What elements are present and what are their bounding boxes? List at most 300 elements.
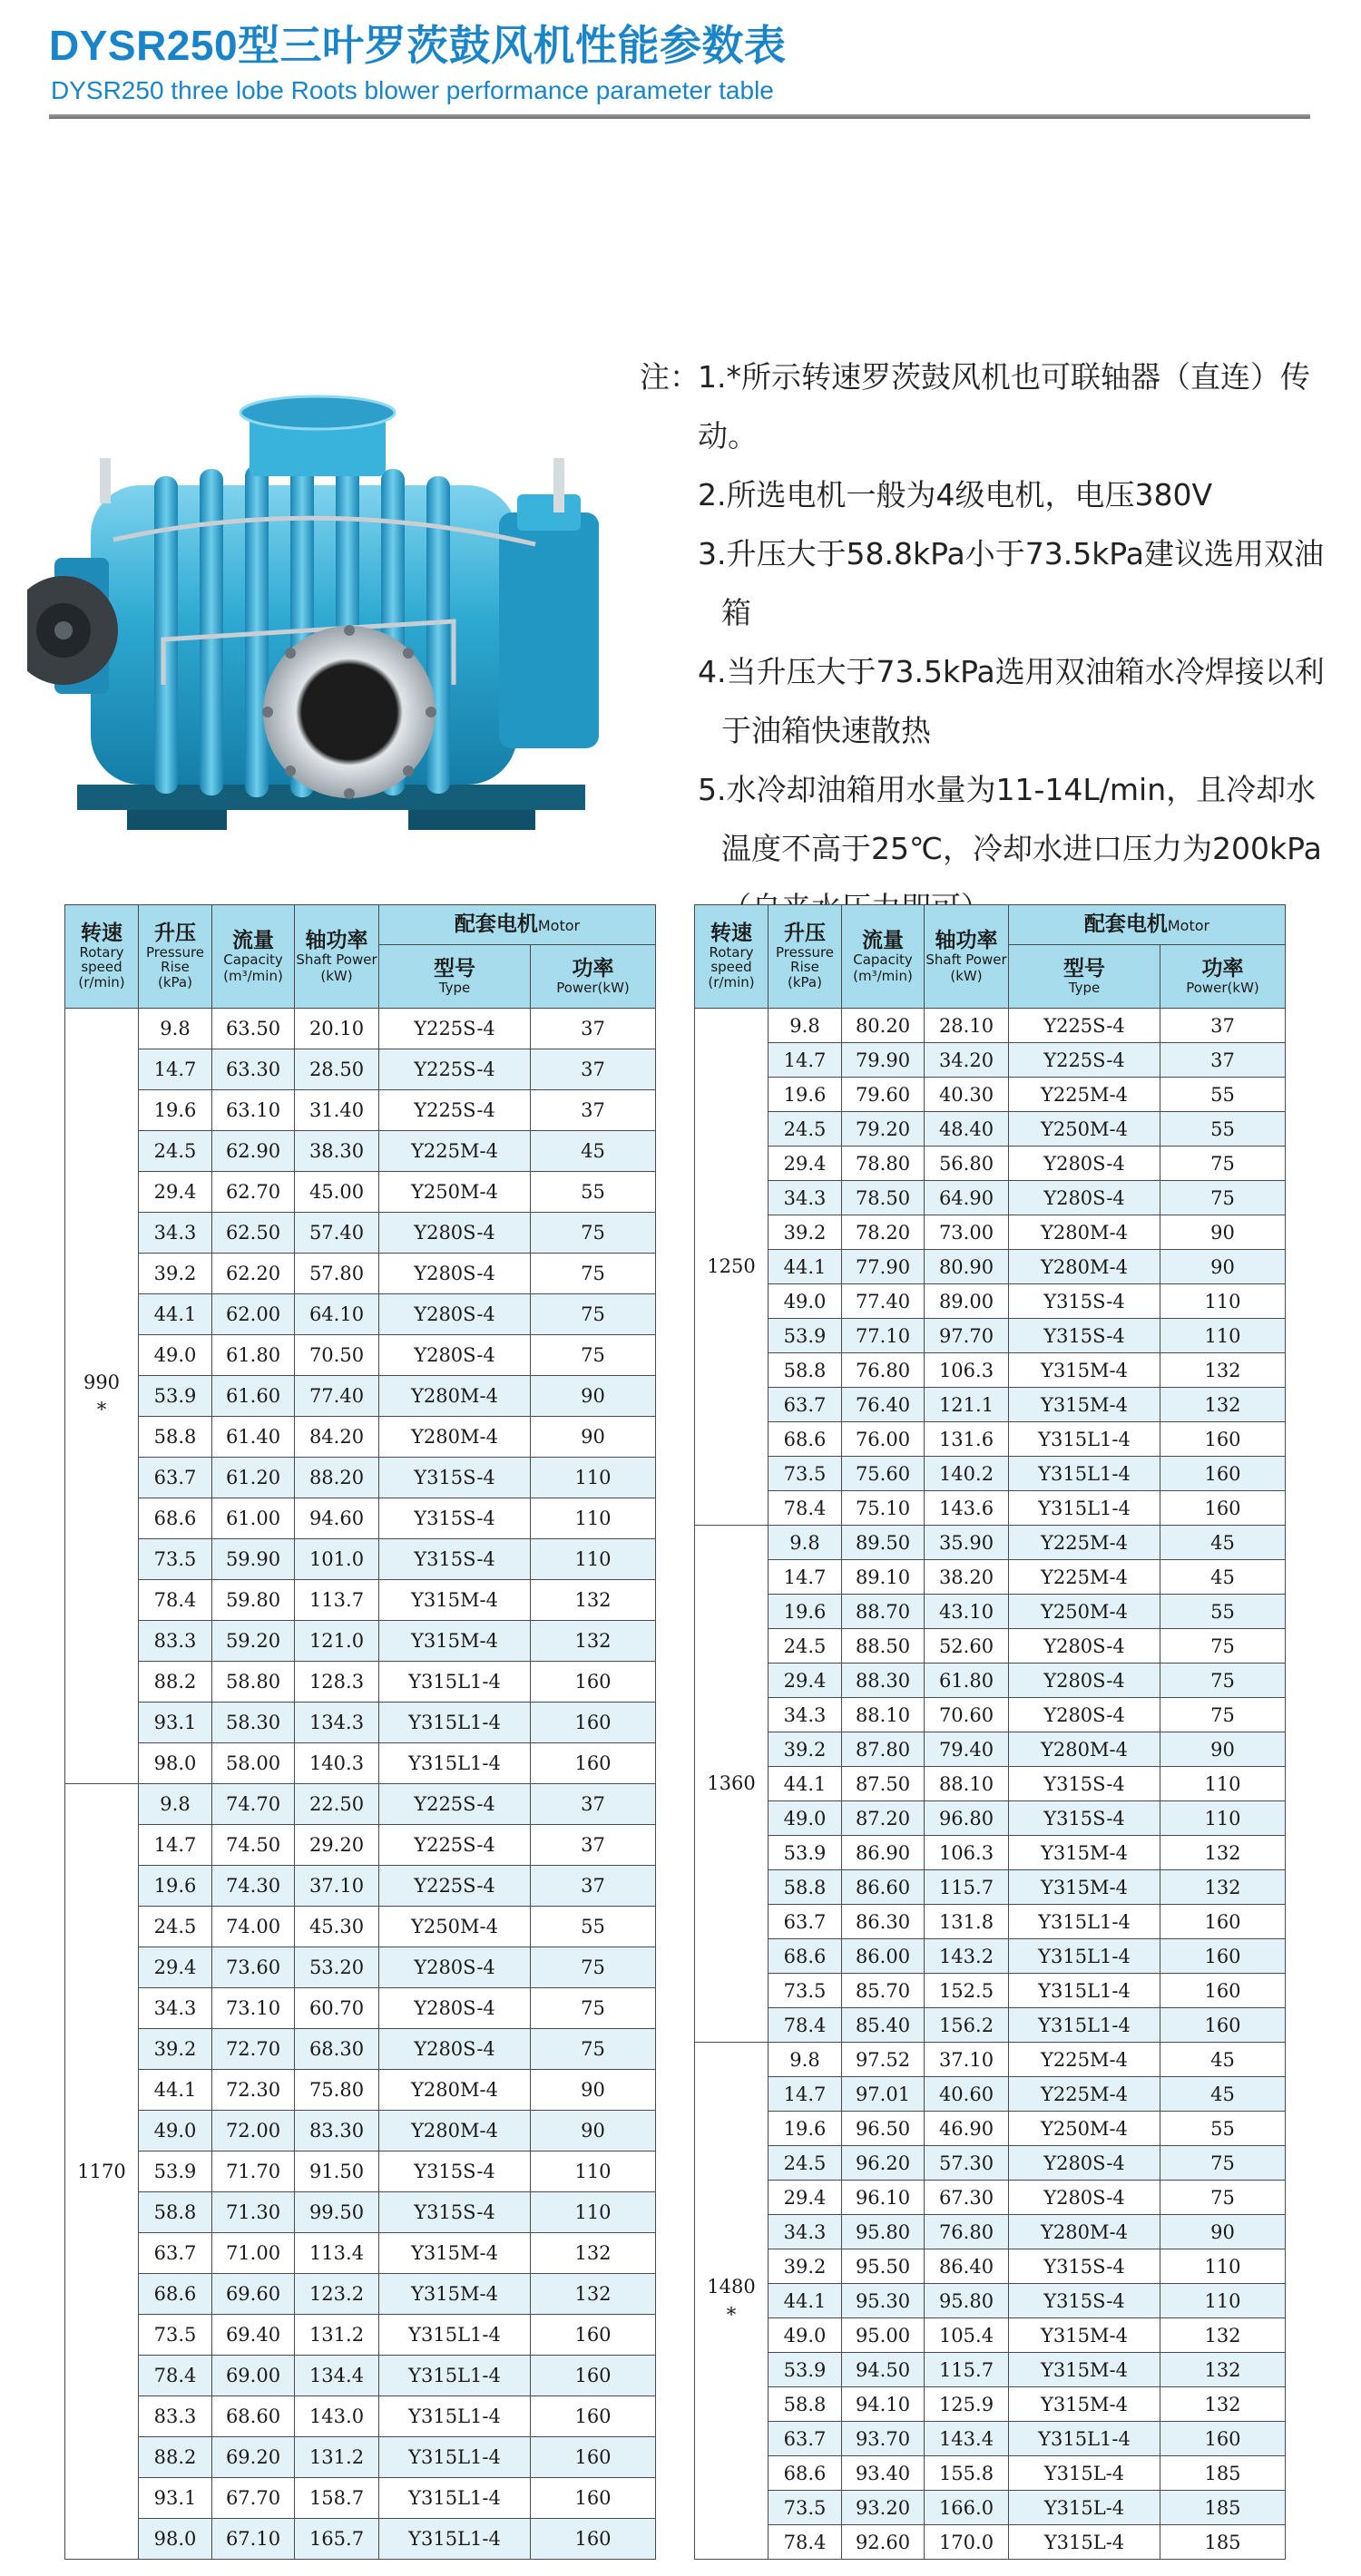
shaft-power-cell: 29.20 [295,1825,379,1866]
capacity-cell: 71.00 [212,2233,295,2274]
title-divider [49,114,1310,119]
pressure-cell: 39.2 [769,1215,842,1250]
pressure-cell: 49.0 [769,1284,842,1319]
table-row [65,1458,656,1498]
shaft-power-cell: 91.50 [295,2152,379,2192]
pressure-cell: 29.4 [769,2181,842,2215]
table-row [65,2478,656,2519]
table-row [65,2274,656,2315]
motor-type-cell: Y315S-4 [1009,1767,1160,1801]
motor-type-cell: Y280S-4 [1009,2181,1160,2215]
motor-type-cell: Y315M-4 [1009,2353,1160,2387]
motor-type-cell: Y280M-4 [1009,2215,1160,2249]
pressure-cell: 39.2 [139,1254,212,1294]
table-row [695,2422,1286,2456]
capacity-cell: 62.50 [212,1213,295,1254]
shaft-power-cell: 134.4 [295,2356,379,2396]
motor-type-cell: Y280S-4 [379,1294,531,1335]
shaft-power-cell: 131.2 [295,2315,379,2356]
capacity-cell: 87.50 [842,1767,925,1801]
col-motor-group-header: 配套电机Motor [1009,905,1286,945]
shaft-power-cell: 105.4 [925,2318,1009,2353]
table-row [65,1621,656,1662]
motor-power-cell: 160 [531,2437,656,2478]
capacity-cell: 76.80 [842,1353,925,1388]
motor-power-cell: 110 [531,1539,656,1580]
table-row [695,1939,1286,1974]
table-row [65,1580,656,1621]
pressure-cell: 83.3 [139,2396,212,2437]
motor-type-cell: Y315L1-4 [379,2315,531,2356]
shaft-power-cell: 134.3 [295,1703,379,1743]
pressure-cell: 78.4 [139,2356,212,2396]
table-row [65,1172,656,1213]
shaft-power-cell: 165.7 [295,2519,379,2560]
col-type-header: 型号 Type [1009,945,1160,1009]
motor-power-cell: 75 [1160,1147,1286,1181]
pressure-cell: 58.8 [769,1870,842,1905]
pressure-cell: 68.6 [769,1422,842,1457]
table-row [65,1294,656,1335]
motor-power-cell: 55 [531,1907,656,1947]
table-row [695,1319,1286,1353]
capacity-cell: 68.60 [212,2396,295,2437]
capacity-cell: 78.20 [842,1215,925,1250]
motor-power-cell: 110 [1160,2249,1286,2284]
motor-type-cell: Y315M-4 [1009,1388,1160,1422]
capacity-cell: 61.40 [212,1417,295,1458]
pressure-cell: 34.3 [769,1181,842,1215]
shaft-power-cell: 70.60 [925,1698,1009,1732]
shaft-power-cell: 115.7 [925,1870,1009,1905]
capacity-cell: 77.10 [842,1319,925,1353]
motor-type-cell: Y225S-4 [379,1866,531,1907]
pressure-cell: 93.1 [139,1703,212,1743]
motor-power-cell: 37 [1160,1043,1286,1078]
table-row [65,1009,656,1049]
table-row [695,1629,1286,1664]
pressure-cell: 44.1 [139,1294,212,1335]
pressure-cell: 63.7 [139,2233,212,2274]
motor-type-cell: Y315L1-4 [379,2437,531,2478]
capacity-cell: 86.00 [842,1939,925,1974]
table-row [695,1595,1286,1629]
motor-power-cell: 160 [1160,2008,1286,2043]
col-capacity-header: 流量 Capacity (m³/min) [212,905,295,1009]
table-row [695,1043,1286,1078]
motor-type-cell: Y315M-4 [1009,1836,1160,1870]
capacity-cell: 95.50 [842,2249,925,2284]
motor-power-cell: 160 [531,2315,656,2356]
table-row [65,2356,656,2396]
shaft-power-cell: 76.80 [925,2215,1009,2249]
capacity-cell: 74.70 [212,1784,295,1825]
motor-type-cell: Y280S-4 [379,1213,531,1254]
pressure-cell: 63.7 [769,1388,842,1422]
motor-type-cell: Y250M-4 [1009,1595,1160,1629]
motor-type-cell: Y280M-4 [379,2070,531,2111]
motor-power-cell: 110 [531,1458,656,1498]
pressure-cell: 53.9 [139,1376,212,1417]
motor-type-cell: Y225S-4 [379,1009,531,1049]
shaft-power-cell: 57.30 [925,2146,1009,2181]
pressure-cell: 73.5 [769,1457,842,1491]
shaft-power-cell: 64.90 [925,1181,1009,1215]
shaft-power-cell: 89.00 [925,1284,1009,1319]
capacity-cell: 80.20 [842,1009,925,1043]
capacity-cell: 78.50 [842,1181,925,1215]
motor-power-cell: 37 [531,1049,656,1090]
speed-cell: 1250 [695,1009,769,1526]
motor-type-cell: Y315S-4 [379,1498,531,1539]
motor-type-cell: Y280S-4 [379,1335,531,1376]
motor-power-cell: 160 [531,1662,656,1703]
capacity-cell: 71.30 [212,2192,295,2233]
capacity-cell: 96.20 [842,2146,925,2181]
shaft-power-cell: 155.8 [925,2456,1009,2491]
motor-power-cell: 55 [1160,1112,1286,1147]
motor-power-cell: 160 [531,2356,656,2396]
col-capacity-header: 流量 Capacity (m³/min) [842,905,925,1009]
motor-power-cell: 55 [1160,1595,1286,1629]
pressure-cell: 49.0 [769,2318,842,2353]
shaft-power-cell: 28.50 [295,1049,379,1090]
motor-power-cell: 55 [1160,2112,1286,2146]
motor-power-cell: 160 [531,2478,656,2519]
pressure-cell: 29.4 [769,1664,842,1698]
table-row [65,1743,656,1784]
motor-type-cell: Y315S-4 [1009,2249,1160,2284]
shaft-power-cell: 77.40 [295,1376,379,1417]
table-row [65,1947,656,1988]
pressure-cell: 9.8 [139,1009,212,1049]
capacity-cell: 59.80 [212,1580,295,1621]
shaft-power-cell: 115.7 [925,2353,1009,2387]
capacity-cell: 58.00 [212,1743,295,1784]
capacity-cell: 73.60 [212,1947,295,1988]
motor-power-cell: 160 [1160,1491,1286,1526]
shaft-power-cell: 96.80 [925,1801,1009,1836]
table-row [695,1836,1286,1870]
pressure-cell: 14.7 [139,1049,212,1090]
table-row [695,1181,1286,1215]
table-row [65,2152,656,2192]
capacity-cell: 96.50 [842,2112,925,2146]
pressure-cell: 14.7 [139,1825,212,1866]
capacity-cell: 79.60 [842,1078,925,1112]
motor-power-cell: 45 [1160,2077,1286,2112]
shaft-power-cell: 140.2 [925,1457,1009,1491]
capacity-cell: 94.50 [842,2353,925,2387]
motor-type-cell: Y315L1-4 [1009,1491,1160,1526]
motor-type-cell: Y315L1-4 [379,2519,531,2560]
motor-power-cell: 160 [1160,2422,1286,2456]
capacity-cell: 97.52 [842,2043,925,2077]
motor-type-cell: Y280S-4 [1009,2146,1160,2181]
motor-power-cell: 160 [1160,1939,1286,1974]
motor-type-cell: Y280M-4 [1009,1250,1160,1284]
shaft-power-cell: 143.2 [925,1939,1009,1974]
pressure-cell: 19.6 [769,1078,842,1112]
pressure-cell: 14.7 [769,2077,842,2112]
motor-power-cell: 160 [531,2396,656,2437]
capacity-cell: 88.30 [842,1664,925,1698]
motor-type-cell: Y315L-4 [1009,2525,1160,2560]
shaft-power-cell: 158.7 [295,2478,379,2519]
capacity-cell: 78.80 [842,1147,925,1181]
motor-type-cell: Y225S-4 [379,1825,531,1866]
motor-type-cell: Y315M-4 [379,1580,531,1621]
shaft-power-cell: 156.2 [925,2008,1009,2043]
motor-type-cell: Y315L-4 [1009,2456,1160,2491]
capacity-cell: 61.00 [212,1498,295,1539]
table-row [695,2284,1286,2318]
motor-power-cell: 37 [531,1825,656,1866]
pressure-cell: 19.6 [139,1090,212,1131]
table-row [65,2070,656,2111]
motor-type-cell: Y280S-4 [1009,1664,1160,1698]
motor-type-cell: Y280S-4 [1009,1147,1160,1181]
col-shaft-power-header: 轴功率 Shaft Power (kW) [925,905,1009,1009]
capacity-cell: 87.80 [842,1732,925,1767]
motor-type-cell: Y280S-4 [379,1254,531,1294]
capacity-cell: 76.40 [842,1388,925,1422]
capacity-cell: 67.10 [212,2519,295,2560]
shaft-power-cell: 113.7 [295,1580,379,1621]
table-row [65,1988,656,2029]
table-row [695,2318,1286,2353]
shaft-power-cell: 28.10 [925,1009,1009,1043]
capacity-cell: 74.50 [212,1825,295,1866]
table-row [65,1784,656,1825]
shaft-power-cell: 88.20 [295,1458,379,1498]
motor-power-cell: 45 [531,1131,656,1172]
motor-power-cell: 90 [1160,2215,1286,2249]
page-subtitle: DYSR250 three lobe Roots blower performance parameter table [51,76,774,104]
capacity-cell: 72.70 [212,2029,295,2070]
table-row [695,1801,1286,1836]
motor-type-cell: Y315L1-4 [1009,2008,1160,2043]
shaft-power-cell: 143.0 [295,2396,379,2437]
pressure-cell: 58.8 [139,2192,212,2233]
capacity-cell: 62.90 [212,1131,295,1172]
motor-type-cell: Y315L1-4 [1009,1974,1160,2008]
note-3: 3.升压大于58.8kPa小于73.5kPa建议选用双油箱 [698,536,1324,630]
pressure-cell: 58.8 [139,1417,212,1458]
capacity-cell: 58.30 [212,1703,295,1743]
motor-type-cell: Y225M-4 [1009,1078,1160,1112]
pressure-cell: 24.5 [769,1112,842,1147]
motor-type-cell: Y250M-4 [1009,1112,1160,1147]
motor-type-cell: Y280S-4 [1009,1629,1160,1664]
pressure-cell: 98.0 [139,2519,212,2560]
table-row [695,2387,1286,2422]
motor-power-cell: 132 [1160,2387,1286,2422]
motor-type-cell: Y280S-4 [379,2029,531,2070]
pressure-cell: 39.2 [769,1732,842,1767]
pressure-cell: 49.0 [139,2111,212,2152]
capacity-cell: 93.20 [842,2491,925,2525]
pressure-cell: 24.5 [769,2146,842,2181]
capacity-cell: 79.90 [842,1043,925,1078]
motor-power-cell: 75 [1160,2181,1286,2215]
table-row [695,1112,1286,1147]
capacity-cell: 67.70 [212,2478,295,2519]
motor-power-cell: 110 [1160,2284,1286,2318]
shaft-power-cell: 61.80 [925,1664,1009,1698]
capacity-cell: 72.00 [212,2111,295,2152]
motor-type-cell: Y315L1-4 [1009,2422,1160,2456]
table-row [65,1213,656,1254]
shaft-power-cell: 131.6 [925,1422,1009,1457]
motor-type-cell: Y315M-4 [1009,2387,1160,2422]
motor-power-cell: 132 [531,1621,656,1662]
motor-power-cell: 37 [531,1784,656,1825]
table-row [695,1388,1286,1422]
table-row [695,1732,1286,1767]
pressure-cell: 63.7 [769,1905,842,1939]
pressure-cell: 44.1 [769,2284,842,2318]
motor-type-cell: Y315S-4 [379,1458,531,1498]
shaft-power-cell: 40.30 [925,1078,1009,1112]
capacity-cell: 61.80 [212,1335,295,1376]
motor-power-cell: 185 [1160,2491,1286,2525]
performance-table-left [64,904,656,2560]
pressure-cell: 73.5 [769,2491,842,2525]
table-row [65,2396,656,2437]
shaft-power-cell: 95.80 [925,2284,1009,2318]
shaft-power-cell: 40.60 [925,2077,1009,2112]
motor-type-cell: Y225M-4 [379,1131,531,1172]
motor-power-cell: 75 [1160,2146,1286,2181]
motor-type-cell: Y225M-4 [1009,2077,1160,2112]
capacity-cell: 95.30 [842,2284,925,2318]
motor-power-cell: 110 [1160,1767,1286,1801]
capacity-cell: 77.40 [842,1284,925,1319]
motor-type-cell: Y280M-4 [1009,1732,1160,1767]
pressure-cell: 68.6 [139,2274,212,2315]
col-speed-header: 转速 Rotary speed (r/min) [65,905,139,1009]
table-row [695,2043,1286,2077]
shaft-power-cell: 38.20 [925,1560,1009,1595]
shaft-power-cell: 84.20 [295,1417,379,1458]
motor-type-cell: Y315S-4 [1009,1284,1160,1319]
motor-type-cell: Y315L1-4 [1009,1905,1160,1939]
motor-power-cell: 75 [531,1254,656,1294]
motor-type-cell: Y280M-4 [379,1376,531,1417]
shaft-power-cell: 53.20 [295,1947,379,1988]
shaft-power-cell: 106.3 [925,1836,1009,1870]
motor-power-cell: 185 [1160,2456,1286,2491]
col-type-header: 型号 Type [379,945,531,1009]
motor-power-cell: 55 [531,1172,656,1213]
capacity-cell: 93.70 [842,2422,925,2456]
motor-power-cell: 75 [1160,1698,1286,1732]
pressure-cell: 19.6 [139,1866,212,1907]
motor-power-cell: 132 [1160,1388,1286,1422]
capacity-cell: 61.20 [212,1458,295,1498]
pressure-cell: 68.6 [769,1939,842,1974]
pressure-cell: 34.3 [139,1213,212,1254]
capacity-cell: 75.60 [842,1457,925,1491]
shaft-power-cell: 80.90 [925,1250,1009,1284]
motor-type-cell: Y315L1-4 [379,1703,531,1743]
motor-power-cell: 75 [531,2029,656,2070]
col-pressure-header: 升压 Pressure Rise (kPa) [769,905,842,1009]
table-row [695,1560,1286,1595]
pressure-cell: 19.6 [769,2112,842,2146]
capacity-cell: 74.30 [212,1866,295,1907]
pressure-cell: 24.5 [139,1907,212,1947]
speed-cell: 990 * [65,1009,139,1784]
pressure-cell: 29.4 [139,1947,212,1988]
table-row [695,1664,1286,1698]
capacity-cell: 87.20 [842,1801,925,1836]
pressure-cell: 24.5 [769,1629,842,1664]
capacity-cell: 63.30 [212,1049,295,1090]
table-row [65,1049,656,1090]
pressure-cell: 44.1 [769,1767,842,1801]
motor-type-cell: Y250M-4 [1009,2112,1160,2146]
motor-power-cell: 132 [1160,1836,1286,1870]
col-motor-group-header: 配套电机Motor [379,905,656,945]
motor-type-cell: Y225S-4 [379,1784,531,1825]
capacity-cell: 86.30 [842,1905,925,1939]
motor-type-cell: Y315L1-4 [379,2356,531,2396]
motor-power-cell: 160 [1160,1457,1286,1491]
table-row [695,1422,1286,1457]
table-row [65,1662,656,1703]
shaft-power-cell: 31.40 [295,1090,379,1131]
shaft-power-cell: 97.70 [925,1319,1009,1353]
capacity-cell: 89.50 [842,1526,925,1560]
shaft-power-cell: 57.40 [295,1213,379,1254]
motor-power-cell: 45 [1160,1560,1286,1595]
motor-type-cell: Y315S-4 [1009,1319,1160,1353]
motor-power-cell: 132 [1160,1353,1286,1388]
table-row [695,2181,1286,2215]
table-row [65,2192,656,2233]
shaft-power-cell: 94.60 [295,1498,379,1539]
motor-power-cell: 45 [1160,1526,1286,1560]
shaft-power-cell: 67.30 [925,2181,1009,2215]
capacity-cell: 75.10 [842,1491,925,1526]
table-row [695,1215,1286,1250]
col-shaft-power-header: 轴功率 Shaft Power (kW) [295,905,379,1009]
table-row [695,2353,1286,2387]
col-motor-power-header: 功率 Power(kW) [1160,945,1286,1009]
motor-power-cell: 37 [531,1009,656,1049]
note-1: 注： 1.*所示转速罗茨鼓风机也可联轴器（直连）传动。 [640,347,1329,465]
table-row [695,1905,1286,1939]
notes [640,347,1329,937]
shaft-power-cell: 166.0 [925,2491,1009,2525]
table-row [695,1491,1286,1526]
table-row [695,2491,1286,2525]
capacity-cell: 79.20 [842,1112,925,1147]
motor-type-cell: Y225M-4 [1009,1560,1160,1595]
motor-type-cell: Y315M-4 [1009,2318,1160,2353]
motor-type-cell: Y225S-4 [1009,1009,1160,1043]
table-row [65,2111,656,2152]
pressure-cell: 9.8 [769,1009,842,1043]
table-row [695,1526,1286,1560]
motor-power-cell: 110 [531,1498,656,1539]
pressure-cell: 14.7 [769,1560,842,1595]
motor-power-cell: 185 [1160,2525,1286,2560]
capacity-cell: 69.60 [212,2274,295,2315]
capacity-cell: 76.00 [842,1422,925,1457]
